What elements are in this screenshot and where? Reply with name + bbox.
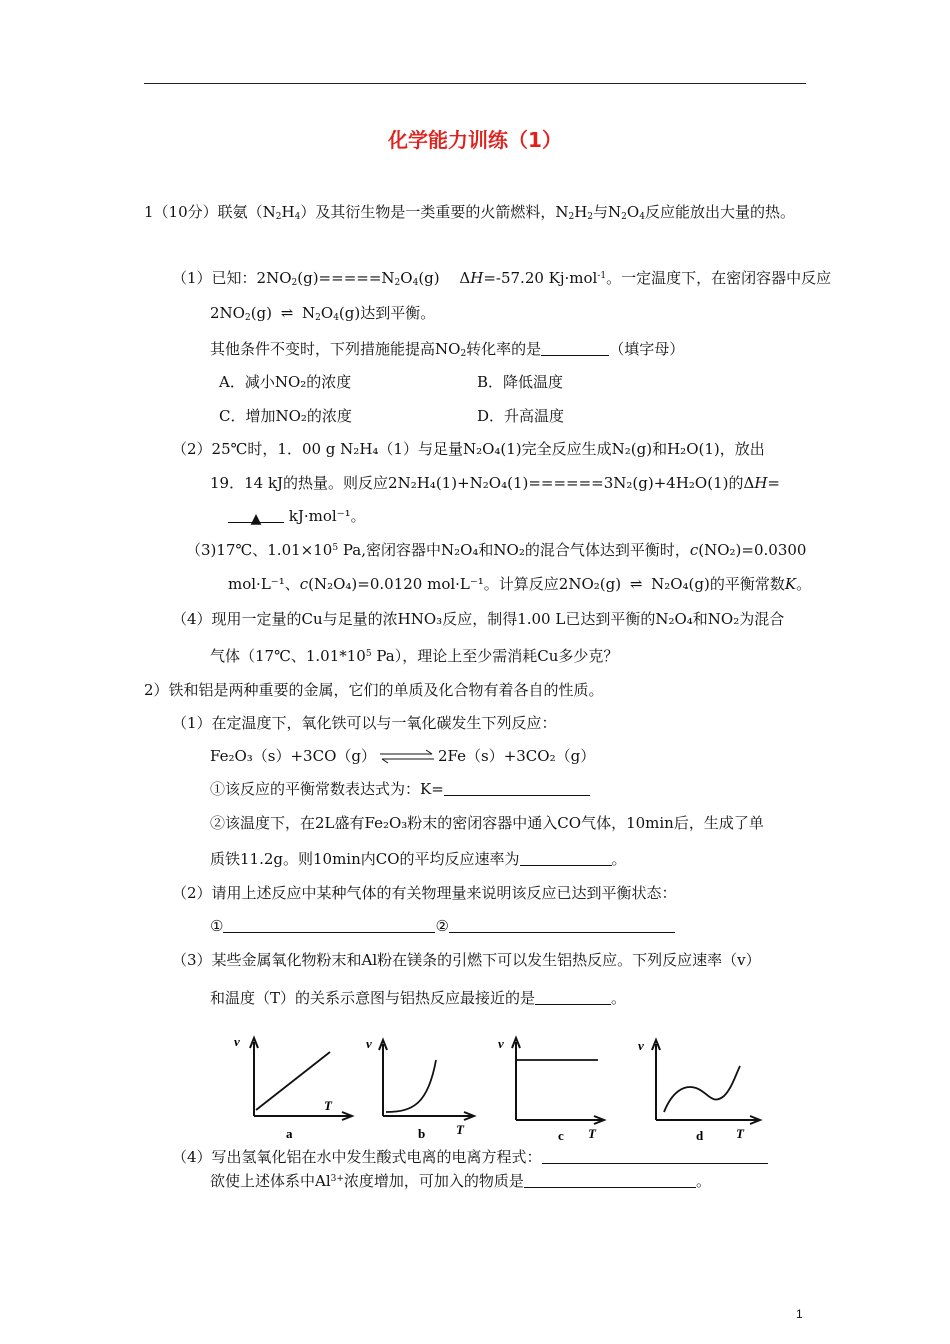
q2-part2-line2: ① ②: [210, 916, 675, 936]
answer-blank[interactable]: [444, 781, 590, 796]
q1-part2-line1: （2）25℃时，1．00 g N₂H₄（1）与足量N₂O₄(1)完全反应生成N₂(g)和H₂O(1)，放出: [172, 440, 765, 458]
q2-part4-line1: （4）写出氢氧化铝在水中发生酸式电离的电离方程式：: [172, 1147, 768, 1167]
answer-blank[interactable]: [228, 508, 284, 527]
q2-intro: 2）铁和铝是两种重要的金属，它们的单质及化合物有着各自的性质。: [144, 681, 604, 699]
graph-c-y-label: v: [498, 1036, 504, 1051]
equilibrium-arrow-icon: ⇌: [629, 575, 643, 593]
q1-part1-line1: （1）已知：$2NO_2(g)=====N_2O_4(g)$ ΔH=-57.20 Kj·mol$^{-1}$。一定温度下，在密闭容器中反应: [172, 269, 832, 288]
option-c: C．增加NO₂的浓度: [219, 407, 352, 425]
option-b: B．降低温度: [477, 373, 564, 391]
q2-part4-line2: 欲使上述体系中$Al^{3+}$浓度增加，可加入的物质是 。: [210, 1172, 711, 1190]
answer-blank[interactable]: [223, 918, 435, 933]
option-a: A．减小NO₂的浓度: [219, 373, 352, 391]
graph-d-y-label: v: [638, 1038, 644, 1053]
q2-part1-sub2-line1: ②该温度下，在2L盛有Fe₂O₃粉末的密闭容器中通入CO气体，10min后，生成了单: [210, 814, 764, 832]
graph-a-y-label: v: [234, 1034, 240, 1049]
q2-part1-line1: （1）在定温度下，氧化铁可以与一氧化碳发生下列反应：: [172, 714, 557, 732]
graph-b-y-label: v: [366, 1036, 372, 1051]
q1-part1-line2: $2NO_2(g)$ ⇌ $N_2O_4(g)$达到平衡。: [210, 304, 436, 323]
graph-b-x-label: T: [456, 1122, 464, 1137]
q1-part3-line2: mol·L⁻¹、c(N₂O₄)=0.0120 mol·L⁻¹。计算反应2NO₂(g) ⇌ N₂O₄(g)的平衡常数K。: [228, 575, 812, 593]
q2-part2-line1: （2）请用上述反应中某种气体的有关物理量来说明该反应已达到平衡状态：: [172, 884, 677, 902]
answer-blank[interactable]: [542, 1149, 768, 1164]
answer-blank[interactable]: [449, 918, 675, 933]
q1-part3-line1: （3)17℃、$1.01\times 10^5$ Pa,密闭容器中N₂O₄和NO₂的混合气体达到平衡时，c(NO₂)=0.0300: [186, 541, 807, 559]
answer-blank[interactable]: [524, 1173, 696, 1188]
answer-blank[interactable]: [541, 341, 609, 356]
graph-a: [234, 1034, 352, 1141]
q2-part3-line2: 和温度（T）的关系示意图与铝热反应最接近的是 。: [210, 989, 627, 1007]
q1-part1-line3: 其他条件不变时，下列措施能提高$NO_2$转化率的是 （填字母）: [210, 340, 685, 359]
q1-intro: 1（10分）联氨$(N_2H_4)$及其衍生物是一类重要的火箭燃料，$N_2H_2$与$N_2O_4$反应能放出大量的热。: [144, 203, 795, 222]
graph-b-curve: [386, 1060, 436, 1112]
q1-part4-line2: 气体（17℃、$1.01*10^5$ Pa），理论上至少需消耗Cu多少克？: [210, 647, 619, 665]
reversible-arrow-icon: [376, 746, 438, 766]
q1-part2-line2: 19．14 kJ的热量。则反应2N₂H₄(1)+N₂O₄(1)======3N₂(g)+4H₂O(1)的ΔH=: [210, 474, 780, 492]
graph-a-curve: [256, 1052, 330, 1110]
page-number: 1: [796, 1307, 803, 1321]
rate-temperature-graphs: [228, 1022, 788, 1147]
graph-c-caption: c: [558, 1128, 564, 1143]
graph-a-x-label: T: [324, 1098, 332, 1113]
q1-part2-line3: ▲ kJ·mol⁻¹。: [228, 506, 366, 526]
graph-a-caption: a: [286, 1126, 293, 1141]
q2-part1-sub1: ①该反应的平衡常数表达式为：K=: [210, 779, 590, 799]
page-title: 化学能力训练（1）: [388, 128, 562, 152]
graph-b: [366, 1036, 474, 1141]
graph-c: [498, 1036, 604, 1143]
graph-d-caption: d: [696, 1128, 704, 1143]
q2-part1-sub2-line2: 质铁11.2g。则10min内CO的平均反应速率为 。: [210, 850, 627, 868]
answer-blank[interactable]: [520, 851, 612, 866]
answer-blank[interactable]: [535, 990, 611, 1005]
q2-part3-line1: （3）某些金属氧化物粉末和Al粉在镁条的引燃下可以发生铝热反应。下列反应速率（v）: [172, 951, 761, 969]
equilibrium-arrow-icon: ⇌: [280, 304, 294, 322]
graph-d-curve: [664, 1066, 740, 1112]
header-rule: [144, 83, 806, 84]
q1-part4-line1: （4）现用一定量的Cu与足量的浓HNO₃反应，制得1.00 L已达到平衡的N₂O₄和NO₂为混合: [172, 610, 785, 628]
triangle-mark-icon: ▲: [250, 511, 262, 527]
q2-part1-equation: Fe₂O₃（s）+3CO（g） 2Fe（s）+3CO₂（g）: [210, 747, 596, 765]
graph-c-x-label: T: [588, 1126, 596, 1141]
graph-b-caption: b: [418, 1126, 426, 1141]
graph-d: [638, 1038, 760, 1143]
graph-d-x-label: T: [736, 1126, 744, 1141]
option-d: D．升高温度: [477, 407, 565, 425]
